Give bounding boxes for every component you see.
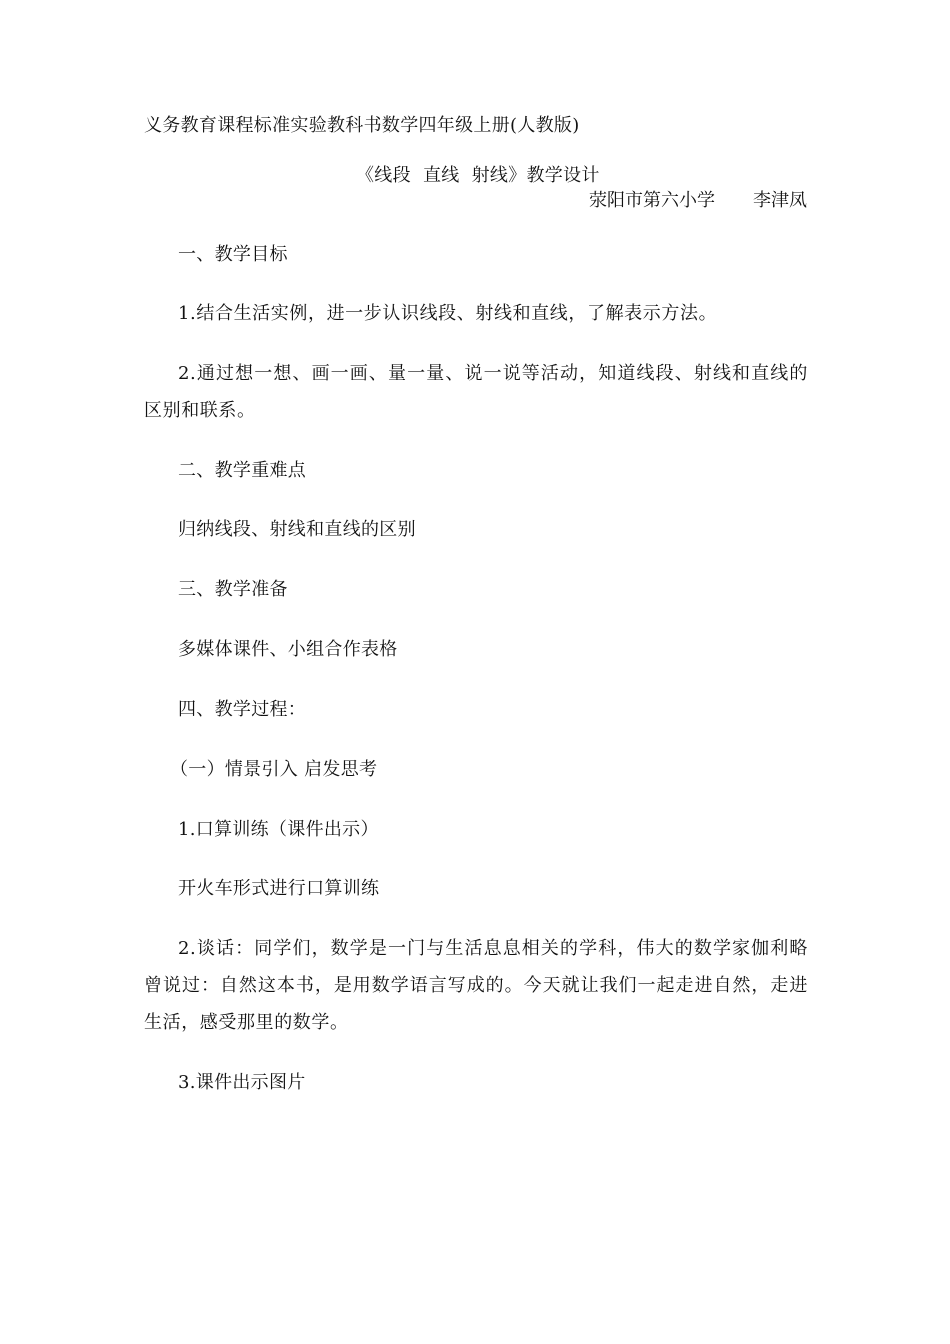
section-heading-process: 四、教学过程：	[178, 699, 307, 720]
section-heading-key-points: 二、教学重难点	[178, 460, 307, 481]
goal-2-paragraph: 2.通过想一想、画一画、量一量、说一说等活动，知道线段、射线和直线的区别和联系。	[144, 363, 808, 421]
school-name: 荥阳市第六小学	[589, 190, 715, 211]
key-points-text: 归纳线段、射线和直线的区别	[178, 519, 416, 540]
step-1-heading: 1.口算训练（课件出示）	[178, 819, 379, 840]
section-heading-goals: 一、教学目标	[178, 244, 288, 265]
document-header: 义务教育课程标准实验教科书数学四年级上册(人教版)	[144, 115, 580, 136]
byline	[589, 191, 807, 211]
preparation-text: 多媒体课件、小组合作表格	[178, 639, 398, 660]
author-name: 李津凤	[753, 190, 807, 211]
document-title: 《线段 直线 射线》教学设计	[356, 165, 600, 186]
step-1-text: 开火车形式进行口算训练	[178, 878, 380, 899]
section-heading-preparation: 三、教学准备	[178, 579, 288, 600]
goal-1-paragraph: 1.结合生活实例，进一步认识线段、射线和直线，了解表示方法。	[178, 303, 718, 324]
step-3-text: 3.课件出示图片	[178, 1072, 306, 1093]
process-subheading-intro: （一）情景引入 启发思考	[170, 759, 378, 780]
step-2-paragraph: 2.谈话：同学们，数学是一门与生活息息相关的学科，伟大的数学家伽利略曾说过：自然这本书，是用数学语言写成的。今天就让我们一起走进自然，走进生活，感受那里的数学。	[144, 938, 808, 1033]
